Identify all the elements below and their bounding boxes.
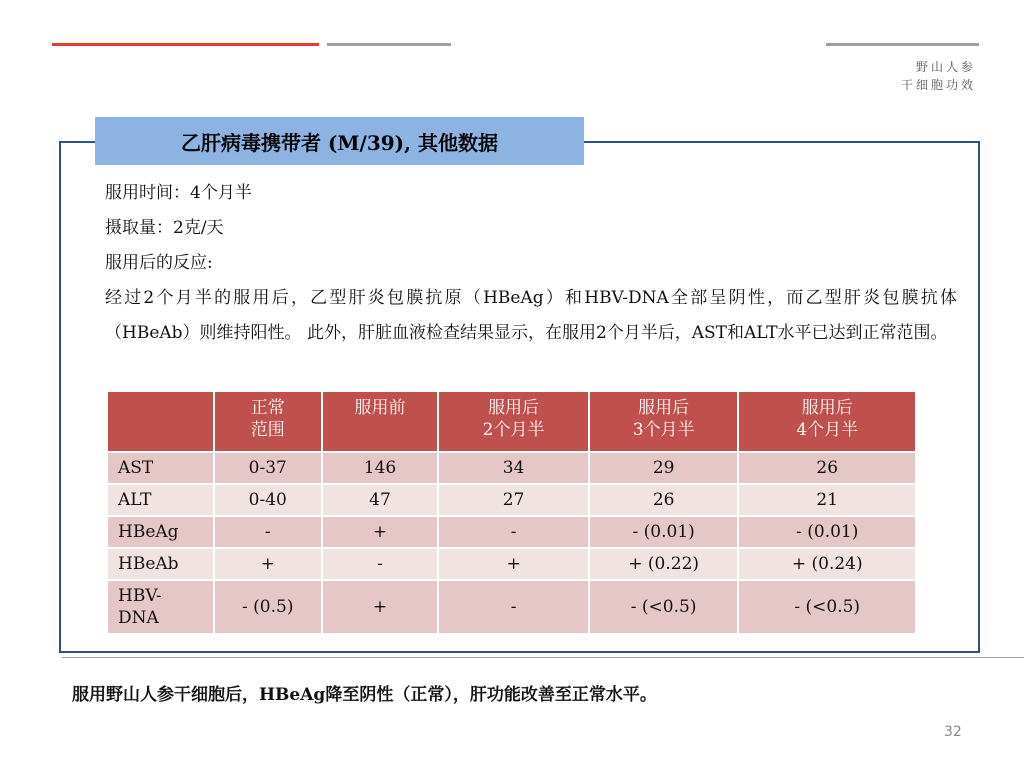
table-cell: - xyxy=(438,580,588,634)
table-header-cell: 服用前 xyxy=(322,391,439,452)
table-cell: 29 xyxy=(589,452,739,484)
table-cell: - xyxy=(322,548,439,580)
header-accent-line-grey xyxy=(327,43,451,46)
table-cell: + xyxy=(322,580,439,634)
footer-divider xyxy=(62,657,1024,658)
header-accent-line-grey-right xyxy=(826,43,979,46)
table-cell: 146 xyxy=(322,452,439,484)
table-header-cell xyxy=(107,391,214,452)
table-header-cell: 服用后 4个月半 xyxy=(738,391,916,452)
results-table xyxy=(106,390,917,635)
table-cell: 34 xyxy=(438,452,588,484)
table-cell: + xyxy=(322,516,439,548)
table-row xyxy=(107,548,916,580)
duration-text: 服用时间：4个月半 xyxy=(105,183,252,203)
table-row xyxy=(107,484,916,516)
page-number: 32 xyxy=(944,724,962,740)
table-row xyxy=(107,516,916,548)
table-cell: + xyxy=(214,548,322,580)
table-header-cell: 服用后 3个月半 xyxy=(589,391,739,452)
reaction-paragraph: 经过2个月半的服用后，乙型肝炎包膜抗原（HBeAg）和HBV-DNA全部呈阴性，而乙型肝炎包膜抗体（HBeAb）则维持阳性。 此外，肝脏血液检查结果显示，在服用2个月半后，AST和ALT水平已达到正常范围。 xyxy=(105,288,957,343)
table-row-label: AST xyxy=(107,452,214,484)
table-cell: 0-40 xyxy=(214,484,322,516)
table-cell: - (0.5) xyxy=(214,580,322,634)
brand-line-1: 野山人参 xyxy=(915,60,976,74)
table-cell: 27 xyxy=(438,484,588,516)
table-header-cell: 服用后 2个月半 xyxy=(438,391,588,452)
table-row-label: HBV- DNA xyxy=(107,580,214,634)
table-cell: - xyxy=(214,516,322,548)
table-cell: + (0.22) xyxy=(589,548,739,580)
table-cell: + (0.24) xyxy=(738,548,916,580)
table-cell: 26 xyxy=(738,452,916,484)
table-cell: 0-37 xyxy=(214,452,322,484)
table-cell: - (<0.5) xyxy=(589,580,739,634)
table-row xyxy=(107,452,916,484)
table-row-label: HBeAb xyxy=(107,548,214,580)
table-cell: + xyxy=(438,548,588,580)
table-header-row xyxy=(107,391,916,452)
table-cell: - (<0.5) xyxy=(738,580,916,634)
brand-label xyxy=(901,58,976,94)
table-cell: - (0.01) xyxy=(589,516,739,548)
reaction-heading: 服用后的反应: xyxy=(105,253,213,273)
table-row xyxy=(107,580,916,634)
table-row-label: HBeAg xyxy=(107,516,214,548)
table-header-cell: 正常 范围 xyxy=(214,391,322,452)
header-accent-line-red xyxy=(52,43,319,46)
table-cell: 26 xyxy=(589,484,739,516)
table-cell: 21 xyxy=(738,484,916,516)
table-cell: - (0.01) xyxy=(738,516,916,548)
conclusion-text: 服用野山人参干细胞后，HBeAg降至阴性（正常），肝功能改善至正常水平。 xyxy=(72,685,657,705)
info-block xyxy=(105,176,957,351)
table-cell: - xyxy=(438,516,588,548)
slide-title: 乙肝病毒携带者 (M/39), 其他数据 xyxy=(95,117,584,165)
dose-text: 摄取量：2克/天 xyxy=(105,218,224,238)
brand-line-2: 干细胞功效 xyxy=(900,78,976,92)
table-row-label: ALT xyxy=(107,484,214,516)
table-cell: 47 xyxy=(322,484,439,516)
